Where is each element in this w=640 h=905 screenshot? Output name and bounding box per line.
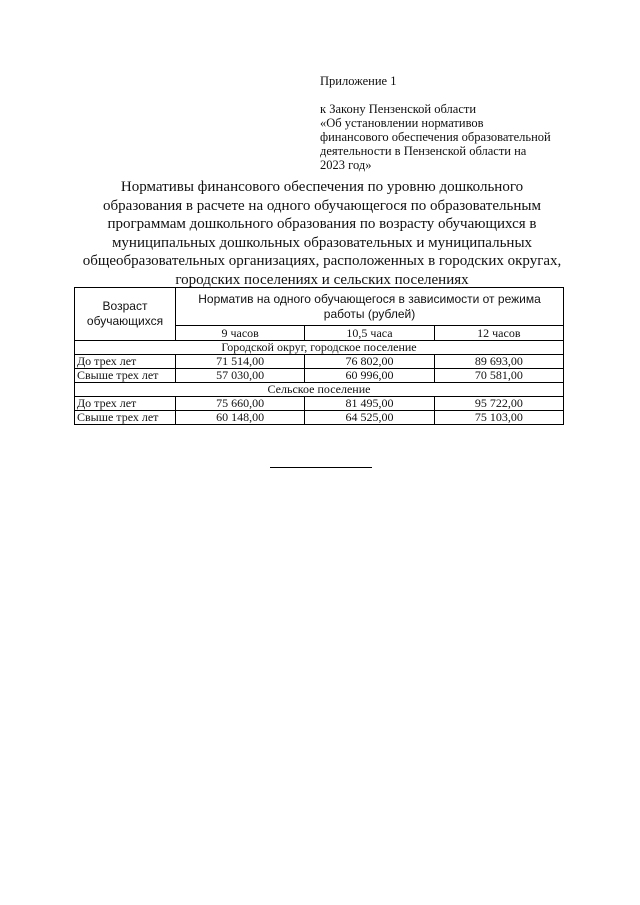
appendix-line: к Закону Пензенской области: [320, 102, 477, 116]
title-line: муниципальных дошкольных образовательных и муниципальных: [111, 234, 533, 251]
value-cell: 70 581,00: [434, 369, 563, 383]
table-row: [75, 355, 564, 369]
title-line: программам дошкольного образования по возрасту обучающихся в: [107, 216, 537, 232]
title-line: Нормативы финансового обеспечения по уровню дошкольного: [120, 179, 524, 195]
section-title: Сельское поселение: [75, 383, 564, 397]
document-title: [62, 178, 582, 289]
value-cell: 76 802,00: [305, 355, 434, 369]
appendix-label: Приложение 1: [320, 74, 397, 88]
row-label: До трех лет: [75, 355, 176, 369]
norm-header: Норматив на одного обучающегося в зависимости от режима работы (рублей): [176, 288, 564, 326]
mode-header: 9 часов: [176, 326, 305, 341]
title-line: городских поселениях и сельских поселениях: [175, 271, 469, 288]
appendix-line: «Об установлении нормативов: [320, 116, 484, 130]
value-cell: 60 996,00: [305, 369, 434, 383]
mode-header: 12 часов: [434, 326, 563, 341]
table-row: [75, 369, 564, 383]
appendix-line: финансового обеспечения образовательной: [320, 130, 551, 144]
value-cell: 64 525,00: [305, 411, 434, 425]
section-row: [75, 341, 564, 355]
value-cell: 57 030,00: [176, 369, 305, 383]
title-line: образования в расчете на одного обучающегося по образовательным: [103, 197, 541, 214]
norms-table: [74, 287, 564, 425]
appendix-note: [320, 74, 580, 172]
row-label: Свыше трех лет: [75, 411, 176, 425]
value-cell: 81 495,00: [305, 397, 434, 411]
end-divider: [270, 467, 372, 468]
appendix-line: 2023 год»: [320, 158, 372, 172]
mode-header: 10,5 часа: [305, 326, 434, 341]
value-cell: 75 103,00: [434, 411, 563, 425]
row-label: До трех лет: [75, 397, 176, 411]
section-row: [75, 383, 564, 397]
section-title: Городской округ, городское поселение: [75, 341, 564, 355]
age-header: Возраст обучающихся: [75, 288, 176, 341]
value-cell: 89 693,00: [434, 355, 563, 369]
row-label: Свыше трех лет: [75, 369, 176, 383]
table-row: [75, 397, 564, 411]
value-cell: 60 148,00: [176, 411, 305, 425]
value-cell: 71 514,00: [176, 355, 305, 369]
appendix-line: деятельности в Пензенской области на: [320, 144, 527, 158]
title-line: общеобразовательных организациях, расположенных в городских округах,: [82, 253, 562, 269]
value-cell: 75 660,00: [176, 397, 305, 411]
table-row: [75, 411, 564, 425]
value-cell: 95 722,00: [434, 397, 563, 411]
header-row: [75, 288, 564, 326]
